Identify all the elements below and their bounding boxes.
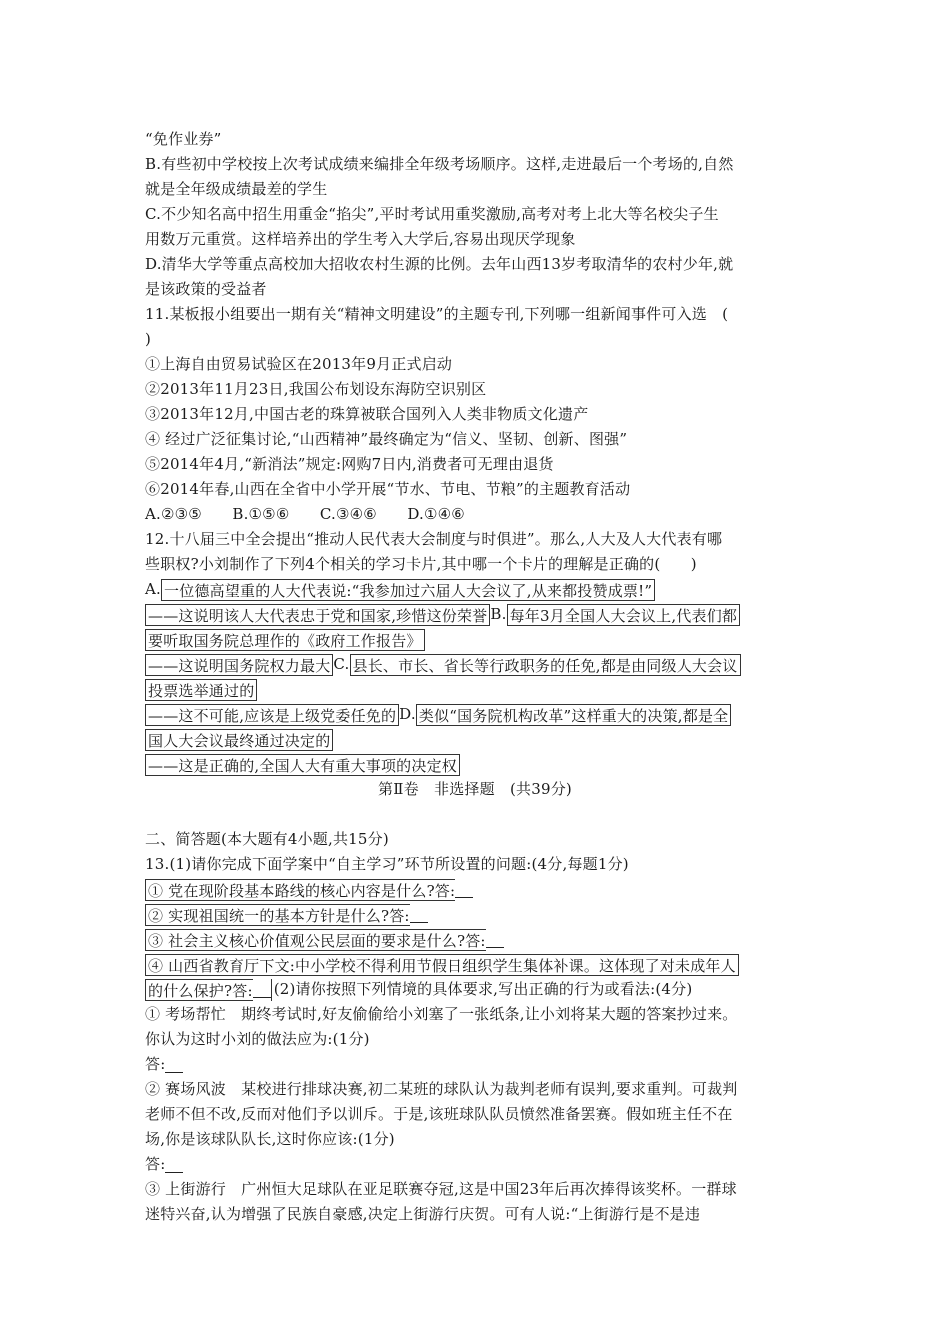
answer-blank[interactable] [455,881,473,898]
q11-item-6: ⑥2014年春,山西在全省中小学开展“节水、节电、节粮”的主题教育活动 [145,480,631,498]
card-c-note: ——这不可能,应该是上级党委任免的 [145,704,399,726]
option-c-line: C.不少知名高中招生用重金“掐尖”,平时考试用重奖激励,高考对考上北大等名校尖子生 [145,205,719,223]
answer-blank[interactable] [165,1156,183,1173]
text-line: 用数万元重赏。这样培养出的学生考入大学后,容易出现厌学现象 [145,230,576,248]
q11-item-1: ①上海自由贸易试验区在2013年9月正式启动 [145,355,453,373]
scenario-2-cont-2: 场,你是该球队队长,这时你应该:(1分) [145,1130,395,1148]
fill-box-1 [145,877,473,902]
fill-box-3-text: ③ 社会主义核心价值观公民层面的要求是什么?答: [145,929,486,951]
card-a-row [145,577,655,602]
card-c-label: C. [333,655,350,673]
question-11-bracket: ) [145,330,152,348]
question-12-cont: 些职权?小刘制作了下列4个相关的学习卡片,其中哪一个卡片的理解是正确的( ) [145,555,697,573]
answer-blank[interactable] [410,906,428,923]
card-b-text: 每年3月全国人大会议上,代表们都 [507,604,741,626]
answer-2-label: 答: [145,1155,166,1173]
fill-box-2 [145,902,428,927]
card-d-text-cont: 国人大会议最终通过决定的 [145,729,333,751]
card-a-text: 一位德高望重的人大代表说:“我参加过六届人大会议了,从来都投赞成票!” [161,579,655,601]
text-line: “免作业券” [145,130,222,148]
fill-box-4-row-2 [145,977,692,1002]
q11-item-3: ③2013年12月,中国古老的珠算被联合国列入人类非物质文化遗产 [145,405,589,423]
card-d-note: ——这是正确的,全国人大有重大事项的决定权 [145,754,460,776]
card-cd-row [145,702,731,727]
card-c-text-cont: 投票选举通过的 [145,679,257,701]
scenario-2: ② 赛场风波 某校进行排球决赛,初二某班的球队认为裁判老师有误判,要求重判。可裁判 [145,1080,738,1098]
card-c-text: 县长、市长、省长等行政职务的任免,都是由同级人大会议 [350,654,741,676]
option-b-line: B.有些初中学校按上次考试成绩来编排全年级考场顺序。这样,走进最后一个考场的,自然 [145,155,734,173]
answer-blank[interactable] [253,981,271,998]
answer-1-label: 答: [145,1055,166,1073]
q11-item-4: ④ 经过广泛征集讨论,“山西精神”最终确定为“信义、坚韧、创新、图强” [145,430,628,448]
scenario-1: ① 考场帮忙 期终考试时,好友偷偷给小刘塞了一张纸条,让小刘将某大题的答案抄过来。 [145,1005,738,1023]
fill-box-2-text: ② 实现祖国统一的基本方针是什么?答: [145,904,410,926]
scenario-3: ③ 上街游行 广州恒大足球队在亚足联赛夺冠,这是中国23年后再次捧得该奖杯。一群球 [145,1180,737,1198]
q11-item-5: ⑤2014年4月,“新消法”规定:网购7日内,消费者可无理由退货 [145,455,554,473]
card-b-text-cont: 要听取国务院总理作的《政府工作报告》 [145,629,425,651]
question-13-1: 13.(1)请你完成下面学案中“自主学习”环节所设置的问题:(4分,每题1分) [145,855,629,873]
option-d-line: D.清华大学等重点高校加大招收农村生源的比例。去年山西13岁考取清华的农村少年,就 [145,255,734,273]
scenario-3-cont: 迷特兴奋,认为增强了民族自豪感,决定上街游行庆贺。可有人说:“上街游行是不是违 [145,1205,701,1223]
card-d-row-2 [145,727,333,752]
card-c-row-2 [145,677,257,702]
scenario-2-cont: 老师不但不改,反而对他们予以训斥。于是,该班球队队员愤然准备罢赛。假如班主任不在 [145,1105,733,1123]
fill-box-3 [145,927,504,952]
fill-box-1-text: ① 党在现阶段基本路线的核心内容是什么?答: [145,879,455,901]
answer-1-row [145,1052,183,1077]
fill-box-4-text: ④ 山西省教育厅下文:中小学校不得利用节假日组织学生集体补课。这体现了对未成年人 [145,954,739,976]
answer-blank[interactable] [165,1056,183,1073]
card-d-row-3 [145,752,460,777]
q11-item-2: ②2013年11月23日,我国公布划设东海防空识别区 [145,380,487,398]
q11-choices: A.②③⑤ B.①⑤⑥ C.③④⑥ D.①④⑥ [145,505,465,523]
text-line: 就是全年级成绩最差的学生 [145,180,328,198]
fill-box-4 [145,952,739,977]
box-edge [271,979,272,1001]
card-bc-row [145,652,741,677]
question-13-2: (2)请你按照下列情境的具体要求,写出正确的行为或看法:(4分) [273,980,693,998]
card-d-text: 类似“国务院机构改革”这样重大的决策,都是全 [416,704,732,726]
answer-blank[interactable] [486,931,504,948]
card-a-label: A. [145,580,162,598]
card-b-label: B. [490,605,507,623]
fill-box-4-cont: 的什么保护?答: [145,979,253,1001]
card-a-note: ——这说明该人大代表忠于党和国家,珍惜这份荣誉 [145,604,490,626]
answer-2-row [145,1152,183,1177]
question-11: 11.某板报小组要出一期有关“精神文明建设”的主题专刊,下列哪一组新闻事件可入选 ( [145,305,729,323]
card-b-row-2 [145,627,425,652]
scenario-1-cont: 你认为这时小刘的做法应为:(1分) [145,1030,370,1048]
text-line: 是该政策的受益者 [145,280,267,298]
question-12: 12.十八届三中全会提出“推动人民代表大会制度与时俱进”。那么,人大及人大代表有哪 [145,530,723,548]
card-ab-row [145,602,740,627]
section-2-title: 二、简答题(本大题有4小题,共15分) [145,830,389,848]
card-d-label: D. [399,705,416,723]
part-2-title: 第Ⅱ卷 非选择题 (共39分) [378,780,572,798]
card-b-note: ——这说明国务院权力最大 [145,654,333,676]
